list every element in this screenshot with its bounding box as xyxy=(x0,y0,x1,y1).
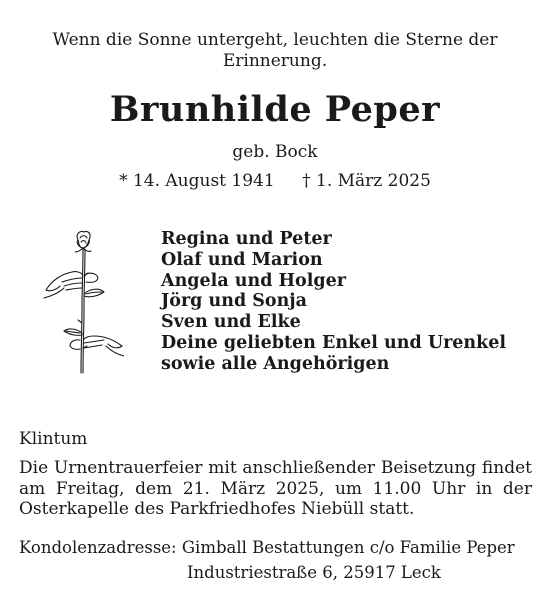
mourner-line: Regina und Peter xyxy=(161,229,332,249)
life-dates xyxy=(0,170,550,192)
mourner-line: Jörg und Sonja xyxy=(161,291,307,312)
birth-date: * 14. August 1941 xyxy=(119,171,275,191)
death-date: † 1. März 2025 xyxy=(302,171,431,191)
condolence-address-line-1: Kondolenzadresse: Gimball Bestattungen c/o Familie Peper xyxy=(19,538,515,557)
memorial-quote xyxy=(20,30,530,72)
mourner-line: Sven und Elke xyxy=(161,312,301,333)
quote-line-1: Wenn die Sonne untergeht, leuchten die Sterne der xyxy=(52,30,498,50)
condolence-address-line-2: Industriestraße 6, 25917 Leck xyxy=(187,563,441,582)
ceremony-details: Die Urnentrauerfeier mit anschließender Beisetzung findet am Freitag, dem 21. März 2025, um 11.00 Uhr in der Osterkapelle des Parkfriedhofes Niebüll statt. xyxy=(19,458,532,519)
maiden-name: geb. Bock xyxy=(232,142,318,162)
mourner-line: Angela und Holger xyxy=(161,270,346,291)
deceased-name: Brunhilde Peper xyxy=(109,89,441,130)
quote-line-2: Erinnerung. xyxy=(222,51,328,71)
mourner-line: sowie alle Angehörigen xyxy=(161,353,390,374)
rose-in-hands-icon xyxy=(42,228,124,378)
mourner-line: Deine geliebten Enkel und Urenkel xyxy=(161,332,507,353)
mourner-line: Olaf und Marion xyxy=(161,249,323,270)
mourners-list xyxy=(161,229,506,375)
place-name: Klintum xyxy=(19,429,88,449)
